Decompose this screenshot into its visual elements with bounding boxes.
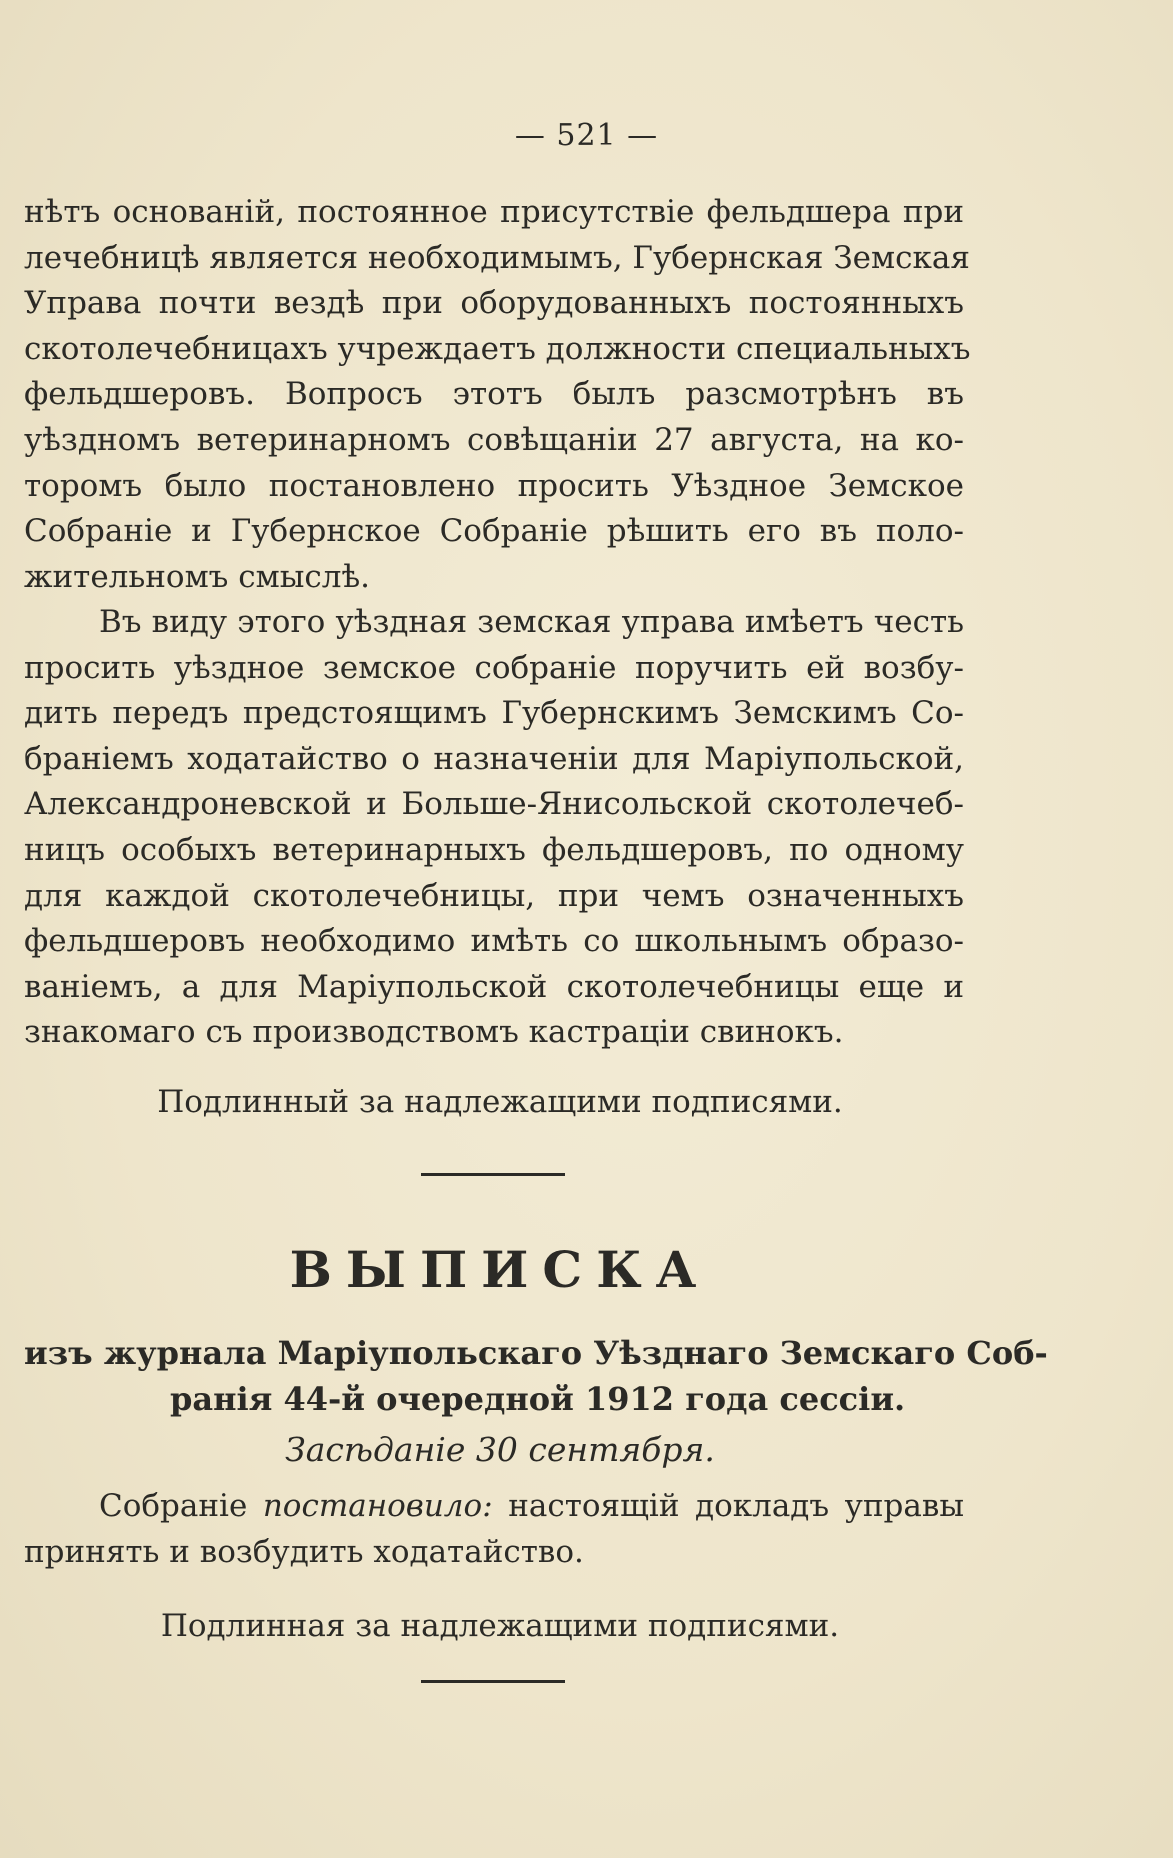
text-line: знакомаго съ производствомъ кастраціи свинокъ. <box>24 1014 844 1051</box>
text-line: торомъ было постановлено просить Уѣздное Земское <box>24 467 964 504</box>
section-subheading <box>24 1330 1048 1422</box>
signature-note: Подлинная за надлежащими подписями. <box>160 1608 840 1644</box>
subheading-line: изъ журнала Маріупольскаго Уѣзднаго Земскаго Соб- <box>24 1334 1048 1372</box>
resolution-subject: Собраніе <box>99 1488 248 1524</box>
text-line: Собраніе и Губернское Собраніе рѣшить его въ поло- <box>24 513 964 550</box>
text-line: уѣздномъ ветеринарномъ совѣщаніи 27 августа, на ко- <box>24 421 964 458</box>
resolution-verb: постановило: <box>262 1488 493 1524</box>
text-line: фельдшеровъ. Вопросъ этотъ былъ разсмотрѣнъ въ <box>24 376 964 413</box>
paragraph-request <box>24 600 964 1056</box>
section-heading: ВЫПИСКА <box>289 1240 711 1299</box>
text-line: лечебницѣ является необходимымъ, Губернская Земская <box>24 239 970 276</box>
divider-rule <box>421 1680 565 1683</box>
text-line: фельдшеровъ необходимо имѣть со школьнымъ образо- <box>24 923 964 960</box>
text-line: Управа почти вездѣ при оборудованныхъ постоянныхъ <box>24 285 964 322</box>
page-number: — 521 — <box>514 118 659 153</box>
paragraph-continued <box>24 190 971 600</box>
text-line: жительномъ смыслѣ. <box>24 558 371 595</box>
text-line: Въ виду этого уѣздная земская управа имѣетъ честь <box>99 604 964 640</box>
subheading-line: ранія 44-й очередной 1912 года сессіи. <box>170 1380 906 1418</box>
text-line <box>24 1484 964 1530</box>
text-line: принять и возбудить ходатайство. <box>24 1533 584 1570</box>
text-line: браніемъ ходатайство о назначеніи для Маріупольской, <box>24 740 964 777</box>
signature-note: Подлинный за надлежащими подписями. <box>157 1084 843 1120</box>
text-line: дить передъ предстоящимъ Губернскимъ Земскимъ Со- <box>24 695 964 732</box>
text-line: ваніемъ, а для Маріупольской скотолечебницы еще и <box>24 968 964 1005</box>
resolution-paragraph <box>24 1484 964 1575</box>
resolution-text: настоящій докладъ управы <box>508 1488 965 1524</box>
text-line: ницъ особыхъ ветеринарныхъ фельдшеровъ, по одному <box>24 831 964 868</box>
text-line: Александроневской и Больше-Янисольской скотолечеб- <box>24 786 964 823</box>
divider-rule <box>421 1173 565 1176</box>
text-line: для каждой скотолечебницы, при чемъ означенныхъ <box>24 877 964 914</box>
text-line: скотолечебницахъ учреждаетъ должности специальныхъ <box>24 330 971 367</box>
text-line: просить уѣздное земское собраніе поручить ей возбу- <box>24 649 964 686</box>
session-date: Засѣданіе 30 сентября. <box>285 1430 715 1469</box>
text-line: нѣтъ основаній, постоянное присутствіе фельдшера при <box>24 194 964 230</box>
